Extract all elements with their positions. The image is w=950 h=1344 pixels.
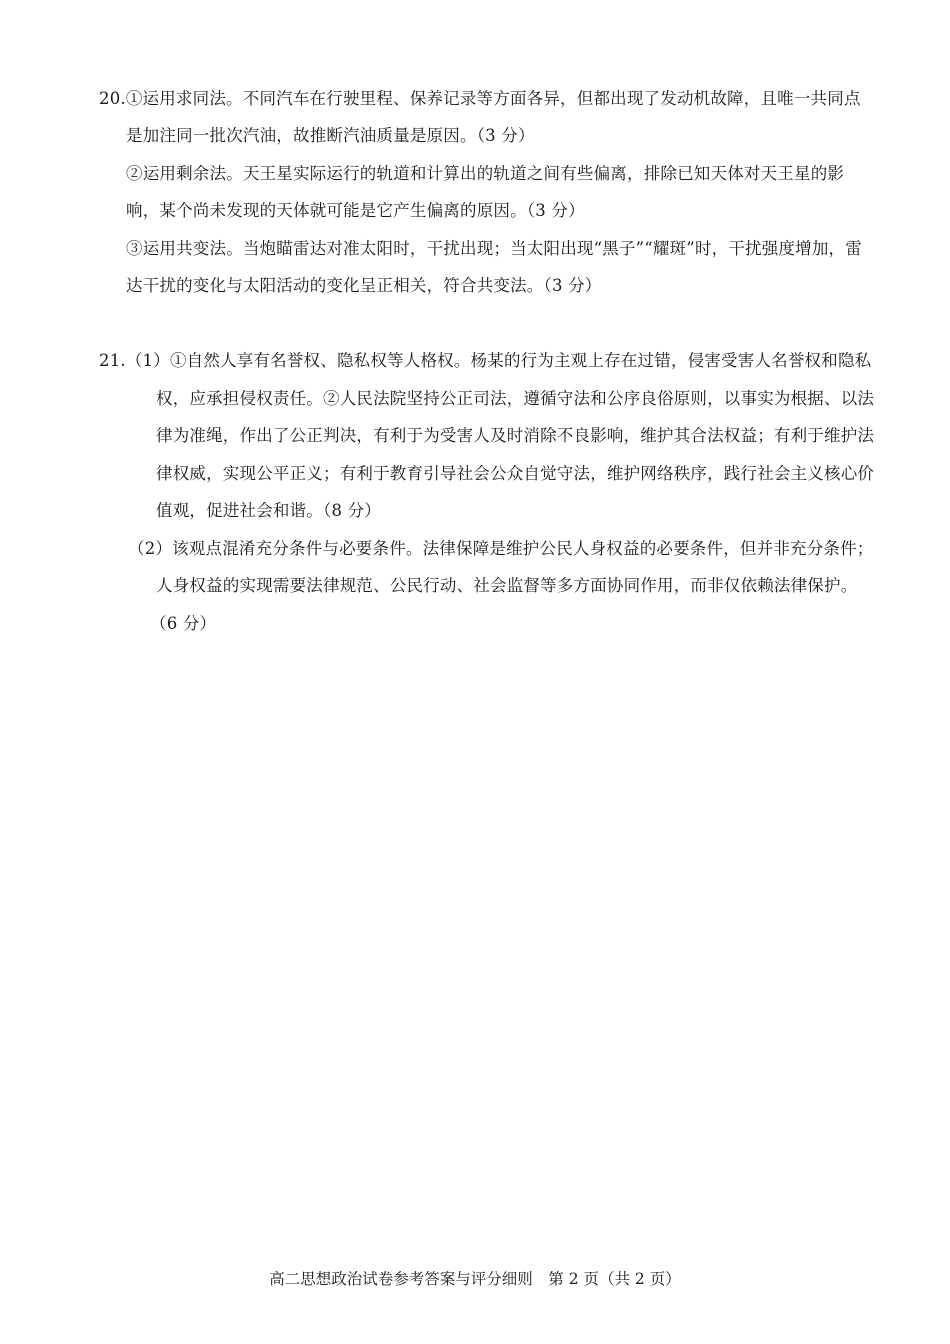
answer-text: 是加注同一批次汽油，故推断汽油质量是原因。（3 分）	[126, 126, 535, 145]
answer-text: 值观，促进社会和谐。（8 分）	[156, 501, 381, 520]
question-21-line-1	[99, 350, 871, 372]
answer-text: 律为准绳，作出了公正判决，有利于为受害人及时消除不良影响，维护其合法权益；有利于维护法	[156, 426, 875, 445]
answer-text: 该观点混淆充分条件与必要条件。法律保障是维护公民人身权益的必要条件，但并非充分条件；	[172, 539, 874, 558]
sub-question-label: （2）	[128, 539, 173, 558]
answer-text: 权，应承担侵权责任。②人民法院坚持公正司法，遵循守法和公序良俗原则，以事实为根据、以法	[156, 389, 875, 408]
question-20-line-1	[99, 88, 861, 110]
answer-text: ①运用求同法。不同汽车在行驶里程、保养记录等方面各异，但都出现了发动机故障，且唯一共同点	[125, 89, 861, 108]
answer-text: 人身权益的实现需要法律规范、公民行动、社会监督等多方面协同作用，而非仅依赖法律保护。	[156, 576, 858, 595]
question-number: 20.	[99, 89, 126, 108]
answer-text: 律权威，实现公平正义；有利于教育引导社会公众自觉守法，维护网络秩序，践行社会主义核心价	[156, 464, 875, 483]
answer-text: ③运用共变法。当炮瞄雷达对准太阳时，干扰出现；当太阳出现“黑子”“耀斑”时，干扰强度增加，雷	[126, 239, 862, 258]
answer-text: 达干扰的变化与太阳活动的变化呈正相关，符合共变法。（3 分）	[126, 276, 602, 295]
page-footer: 高二思想政治试卷参考答案与评分细则 第 2 页（共 2 页）	[269, 1270, 681, 1288]
answer-text: （6 分）	[150, 614, 217, 633]
answer-text: ②运用剩余法。天王星实际运行的轨道和计算出的轨道之间有些偏离，排除已知天体对天王星的影	[126, 164, 845, 183]
sub-question-label: （1）	[125, 351, 170, 370]
answer-text: 响，某个尚未发现的天体就可能是它产生偏离的原因。（3 分）	[126, 201, 585, 220]
answer-text: ①自然人享有名誉权、隐私权等人格权。杨某的行为主观上存在过错，侵害受害人名誉权和隐私	[169, 351, 872, 370]
question-number: 21.	[99, 351, 126, 370]
question-21-part-2-line-1	[128, 538, 874, 560]
